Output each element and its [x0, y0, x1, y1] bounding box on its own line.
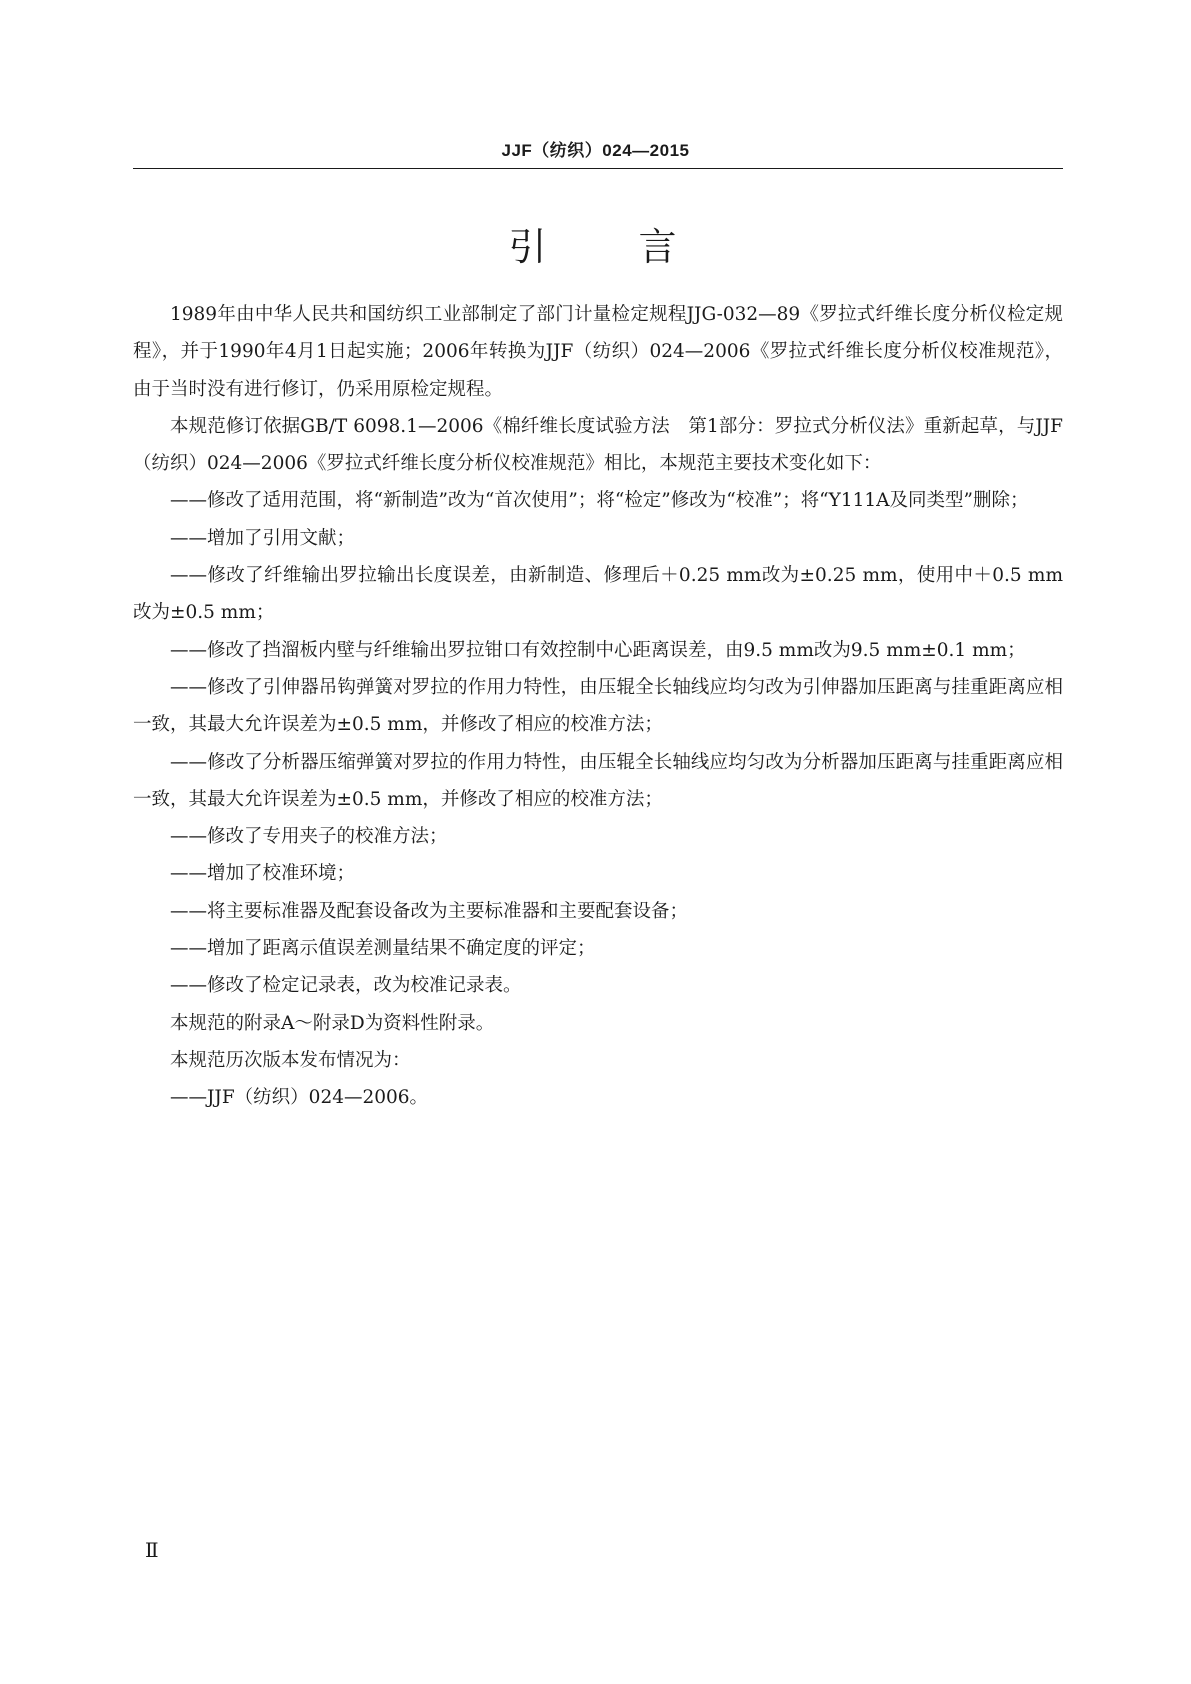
list-item: ——增加了校准环境； — [170, 863, 356, 885]
list-item: ——将主要标准器及配套设备改为主要标准器和主要配套设备； — [170, 900, 689, 922]
paragraph: 本规范历次版本发布情况为： — [170, 1049, 411, 1071]
page-title-char-1: 引 — [508, 225, 553, 269]
list-item: ——修改了分析器压缩弹簧对罗拉的作用力特性，由压辊全长轴线应均匀改为分析器加压距离与挂重距离应相一致，其最大允许误差为±0.5 mm，并修改了相应的校准方法； — [133, 751, 1063, 810]
paragraph: 本规范的附录A～附录D为资料性附录。 — [170, 1012, 495, 1034]
list-item: ——修改了挡溜板内壁与纤维输出罗拉钳口有效控制中心距离误差，由9.5 mm改为9.5 mm±0.1 mm； — [170, 639, 1026, 661]
paragraph: 1989年由中华人民共和国纺织工业部制定了部门计量检定规程JJG-032—89《罗拉式纤维长度分析仪检定规程》，并于1990年4月1日起实施；2006年转换为JJF（纺织）024—2006《罗拉式纤维长度分析仪校准规范》，由于当时没有进行修订，仍采用原检定规程。 — [133, 304, 1063, 400]
list-item: ——修改了专用夹子的校准方法； — [170, 826, 448, 848]
list-item: ——修改了引伸器吊钩弹簧对罗拉的作用力特性，由压辊全长轴线应均匀改为引伸器加压距离与挂重距离应相一致，其最大允许误差为±0.5 mm，并修改了相应的校准方法； — [133, 676, 1063, 736]
list-item: ——修改了适用范围，将“新制造”改为“首次使用”；将“检定”修改为“校准”；将“Y111A及同类型”删除； — [170, 490, 1029, 512]
paragraph: 本规范修订依据GB/T 6098.1—2006《棉纤维长度试验方法 第1部分：罗拉式分析仪法》重新起草，与JJF（纺织）024—2006《罗拉式纤维长度分析仪校准规范》相比，本规范主要技术变化如下： — [133, 415, 1063, 475]
list-item: ——修改了检定记录表，改为校准记录表。 — [170, 975, 522, 997]
header-doc-code: JJF（纺织）024—2015 — [501, 141, 690, 160]
page-number: Ⅱ — [145, 1538, 159, 1562]
header-rule — [133, 168, 1063, 169]
page-title — [0, 216, 1191, 271]
list-item: ——增加了距离示值误差测量结果不确定度的评定； — [170, 938, 596, 960]
list-item: ——修改了纤维输出罗拉输出长度误差，由新制造、修理后＋0.25 mm改为±0.25 mm，使用中＋0.5 mm改为±0.5 mm； — [133, 565, 1063, 624]
body-text — [133, 296, 1063, 1117]
list-item: ——增加了引用文献； — [170, 527, 356, 549]
list-item: ——JJF（纺织）024—2006。 — [170, 1087, 429, 1109]
page-title-char-2: 言 — [638, 225, 683, 269]
